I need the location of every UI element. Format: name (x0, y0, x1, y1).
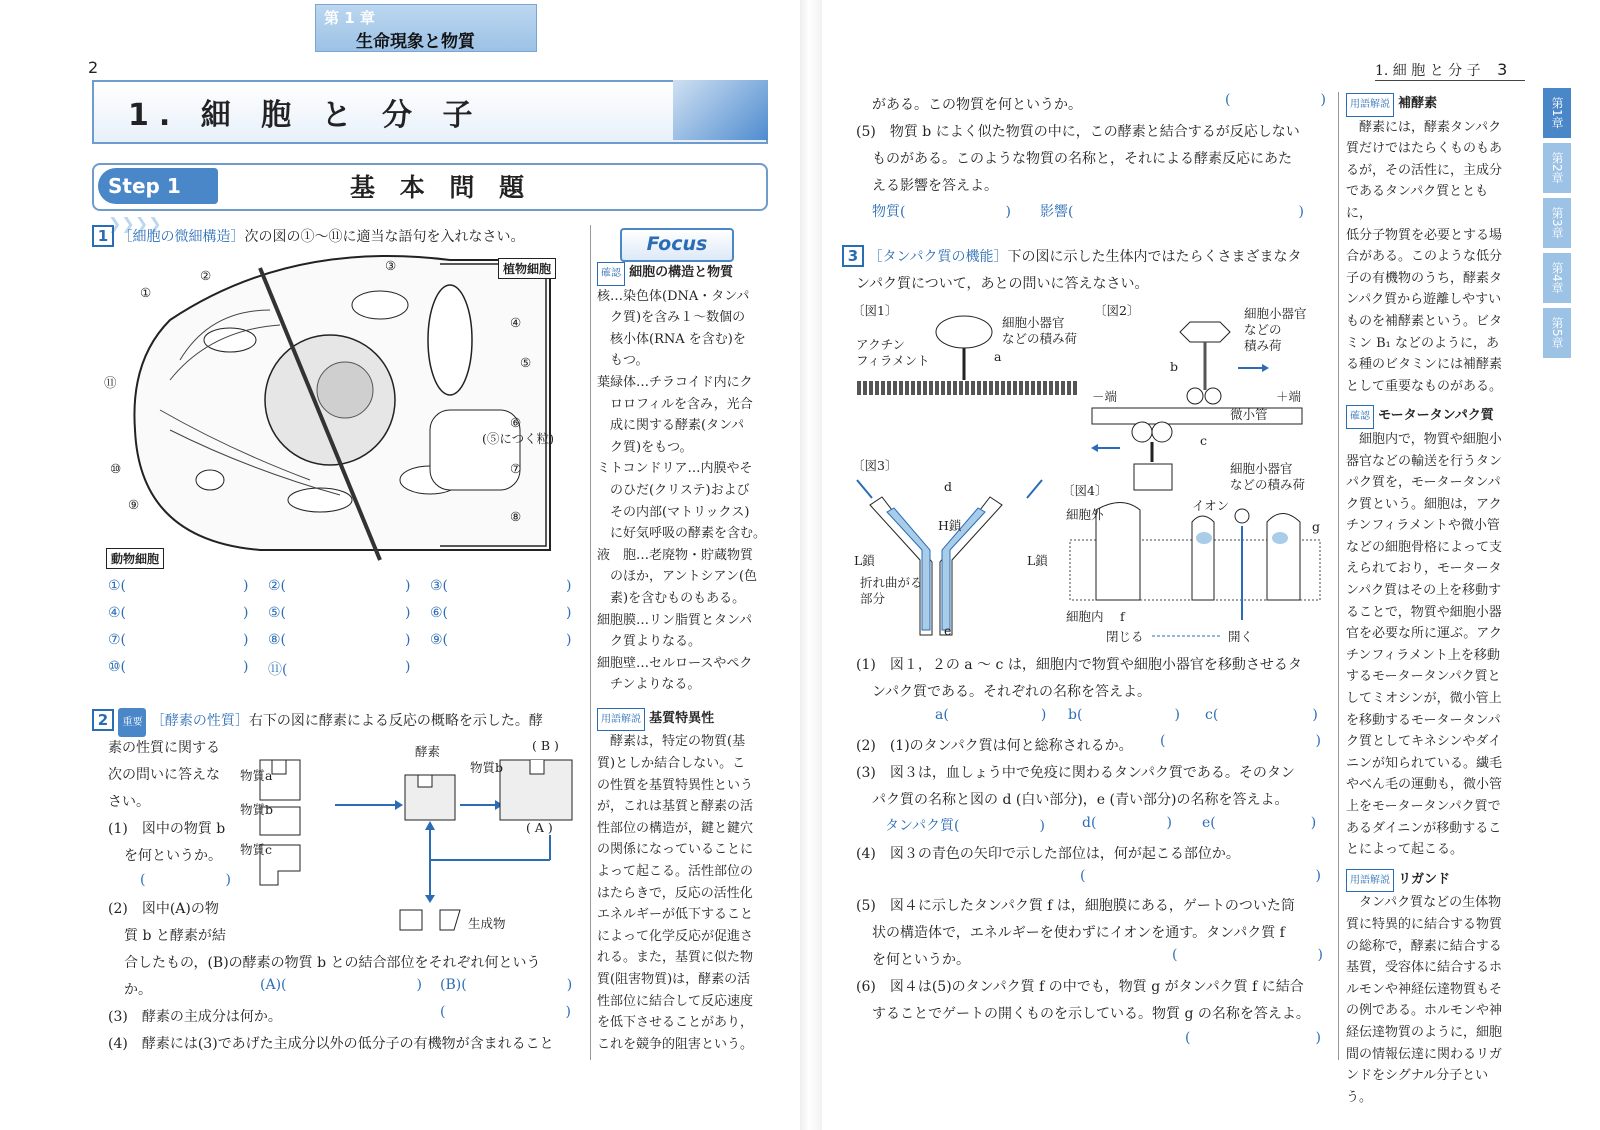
q2-5-eff-close: ) (1298, 204, 1304, 220)
enzyme-figure (240, 735, 585, 935)
chapter-tab (315, 4, 537, 52)
fig2-label: 〔図2〕 (1094, 303, 1140, 318)
answer-8-close: ) (405, 632, 411, 648)
side-text2: 細胞内で，物質や細胞小 (1346, 431, 1502, 447)
side-text2: あるダイニンが移動するこ (1346, 820, 1502, 836)
focus-item: もつ。 (597, 353, 649, 369)
q3-2-close: ) (1315, 733, 1321, 749)
side-tag3: 用語解説 (1346, 869, 1394, 893)
animal-cell-label: 動物細胞 (106, 548, 164, 569)
focus-content (597, 262, 775, 1055)
answer-2-close: ) (405, 578, 411, 594)
q3-1-b-label: b( (1068, 707, 1083, 723)
focus-item: 核小体(RNA を含む)を (597, 331, 746, 347)
side-text3: 間の情報伝達に関わるリガ (1346, 1046, 1502, 1062)
focus-item2: によって化学反応が促進さ (597, 928, 754, 944)
q2-sub2a: (2) 図中(A)の物 (108, 901, 219, 917)
q3-5a: (5) 図４に示したタンパク質 f は，細胞膜にある，ゲートのついた筒 (856, 898, 1295, 914)
q2-2-b-close: ) (566, 977, 573, 993)
q3-3-d-label: d( (1082, 815, 1097, 831)
minus-end: －端 (1092, 389, 1118, 404)
filament-label: フィラメント (856, 353, 930, 368)
side-text2: ク質という。細胞は，アク (1346, 496, 1502, 512)
h-chain-label: H鎖 (938, 518, 962, 533)
side-text1: ンパク質から遊離しやすい (1346, 292, 1502, 308)
q3-1-answer-a[interactable] (935, 707, 1046, 723)
cargo2-label-1: 細胞小器官 (1244, 306, 1307, 321)
focus-item2: エネルギーが低下すること (597, 907, 754, 923)
answer-9-close: ) (566, 632, 572, 648)
step-label: Step (108, 174, 160, 198)
letter-c: c (1200, 433, 1208, 448)
page-number-left: 2 (88, 58, 99, 77)
label-B: ( B ) (532, 738, 559, 753)
focus-item2: が，これは基質と酵素の活 (597, 799, 754, 815)
q2-lead: 右下の図に酵素による反応の概略を示した。酵 (248, 713, 543, 729)
q3-5-close: ) (1317, 947, 1323, 963)
answer-3-close: ) (566, 578, 572, 594)
q1-header (92, 224, 592, 251)
side-text2: するモータータンパク質と (1346, 669, 1501, 685)
side-text3: ルモンや神経伝達物質もそ (1346, 981, 1503, 997)
letter-a: a (994, 349, 1002, 364)
q3-1-c-close: ) (1312, 707, 1318, 723)
q3-1b: ンパク質である。それぞれの名称を答えよ。 (872, 684, 1152, 700)
letter-f: f (1120, 609, 1125, 624)
letter-g: g (1312, 519, 1321, 534)
answer-4-close: ) (243, 605, 249, 621)
step-number: 1 (166, 174, 181, 198)
q3-5-answer[interactable]: ( ) (1172, 947, 1323, 963)
q2-topic: ［酵素の性質］ (150, 713, 249, 729)
marker-6-note: (⑤につく粒) (482, 431, 555, 446)
hinge-label-1: 折れ曲がる (860, 575, 923, 590)
r-line-4: える影響を答えよ。 (872, 178, 998, 194)
side-text3: の総称で，酵素に結合する (1346, 938, 1502, 954)
q3-4-answer[interactable]: ( ) (1080, 868, 1321, 884)
step-title: 基 本 問 題 (350, 173, 533, 202)
focus-item: のほか，アントシアン(色 (597, 569, 758, 585)
chapter-number: 第 1 章 (324, 9, 375, 27)
q1-answer-grid (108, 578, 588, 698)
side-text2: とによって起こる。 (1346, 842, 1464, 858)
q2-sub1b: を何というか。 (124, 848, 222, 864)
side-text1: ものを補酵素という。ビタ (1346, 313, 1503, 329)
focus-item2: の関係になっていることに (597, 842, 754, 858)
ion-channel (1070, 503, 1320, 637)
answer-6-close: ) (566, 605, 572, 621)
q2-sub1: (1) 図中の物質 b (108, 821, 226, 837)
focus-item2: 性部位に結合して反応速度 (597, 993, 754, 1009)
side-text2: えられており，モータータ (1346, 561, 1502, 577)
q2-sub3: (3) 酵素の主成分は何か。 (108, 1009, 282, 1025)
q2-line-2: 次の問いに答えな (108, 767, 220, 783)
q3-3b: パク質の名称と図の d (白い部分)，e (青い部分)の名称を答えよ。 (872, 792, 1289, 808)
r-line-3: ものがある。このような物質の名称と，それによる酵素反応にあた (872, 151, 1292, 167)
side-text2: ク質としてキネシンやダイ (1346, 734, 1502, 750)
focus-item: ク質よりなる。 (597, 634, 702, 650)
q1-number: 1 (92, 225, 114, 247)
side-text3: 質に特異的に結合する物質 (1346, 916, 1503, 932)
chapter-tab-4[interactable]: 第4章 (1543, 253, 1571, 303)
focus-item2: れる。また，基質に似た物 (597, 950, 754, 966)
q3-1-a-close: ) (1040, 707, 1047, 723)
cargo2-label-2: などの (1244, 322, 1282, 337)
focus-item2: を低下させることがあり， (597, 1015, 754, 1031)
page-gutter (800, 0, 822, 1130)
q3-6a: (6) 図４は(5)のタンパク質 f の中でも，物質 g がタンパク質 f に結合 (856, 979, 1304, 995)
answer-3[interactable]: ③( (430, 578, 449, 594)
focus-item2: 質)としか結合しない。こ (597, 756, 746, 772)
marker-2: ② (200, 268, 212, 283)
side-text1: るが，その活性に，主成分 (1346, 162, 1503, 178)
side-text2: 上をモータータンパク質で (1346, 799, 1501, 814)
marker-3: ③ (385, 258, 397, 273)
answer-10[interactable]: ⑩( (108, 659, 127, 675)
q3-3-answer-d[interactable] (1082, 815, 1172, 831)
focus-item: 細胞膜…リン脂質とタンパ (597, 612, 753, 628)
side-text1: として重要なものがある。 (1346, 378, 1503, 394)
q2-1-close: ) (225, 872, 231, 888)
side-notes (1346, 93, 1506, 1108)
chevrons-icon: ❯❯❯❯ (108, 214, 162, 233)
focus-title: Focus (620, 228, 734, 262)
title-bar-decoration (673, 80, 768, 140)
side-tag1: 用語解説 (1346, 93, 1394, 117)
marker-8: ⑧ (510, 509, 522, 524)
marker-11: ⑪ (104, 375, 117, 390)
answer-1[interactable]: ①( (108, 578, 127, 594)
side-text3: の例である。ホルモンや神 (1346, 1003, 1503, 1019)
answer-6[interactable]: ⑥( (430, 605, 449, 621)
side-text2: ンパク質はその上を移動す (1346, 583, 1502, 599)
cargo-label-1: 細胞小器官 (1002, 315, 1065, 330)
focus-item2: これを競争的阻害という。 (597, 1036, 754, 1052)
l-chain-right: L鎖 (1027, 553, 1048, 568)
open-label: 開く (1228, 629, 1254, 644)
side-head1: 補酵素 (1398, 96, 1438, 111)
marker-5: ⑤ (520, 355, 532, 370)
marker-1: ① (140, 285, 152, 300)
q3-3-d-close: ) (1166, 815, 1172, 831)
q3-lead2: ンパク質について，あとの問いに答えなさい。 (856, 276, 1149, 292)
focus-tag1: 確認 (597, 262, 625, 286)
q2-5-effect-answer[interactable] (1040, 201, 1304, 221)
cell-illustration (110, 250, 570, 570)
focus-item2: はたらきで，反応の活性化 (597, 885, 753, 901)
column-divider-right (1338, 92, 1339, 1060)
q3-lead: 下の図に示した生体内ではたらくさまざまなタ (1007, 249, 1302, 265)
plant-cell-label: 植物細胞 (498, 258, 556, 279)
q2-header (92, 708, 592, 737)
q3-5c: を何というか。 (872, 952, 970, 968)
side-text2: 官を必要な所に運ぶ。アク (1346, 626, 1502, 642)
substrate-a-label: 物質a (240, 768, 273, 783)
q2-5-substance-answer[interactable] (872, 201, 1011, 221)
answer-8[interactable]: ⑧( (268, 632, 287, 648)
enzyme-label: 酵素 (415, 744, 441, 759)
focus-item2: よって起こる。活性部位の (597, 864, 754, 880)
answer-11[interactable]: ⑪( (268, 662, 288, 678)
q3-3-e-label: e( (1202, 815, 1216, 831)
side-text2: チンフィラメント上を移動 (1346, 647, 1500, 663)
marker-10: ⑩ (110, 461, 122, 476)
focus-item: のひだ(クリステ)および (597, 482, 750, 498)
marker-4: ④ (510, 315, 522, 330)
actin-label: アクチン (856, 337, 906, 352)
side-tag2: 確認 (1346, 405, 1374, 429)
step-badge (98, 168, 218, 233)
side-head3: リガンド (1398, 871, 1451, 887)
q2-5-sub-label: 物質( (872, 204, 906, 220)
q2-line-3: さい。 (108, 794, 150, 810)
cargo-label-2: などの積み荷 (1002, 331, 1078, 346)
q1-topic: ［細胞の微細構造］ (118, 229, 245, 245)
marker-9: ⑨ (128, 497, 140, 512)
side-text1: であるタンパク質とともに， (1346, 184, 1489, 221)
protein-figure (852, 300, 1330, 650)
q3-header (842, 244, 1342, 271)
letter-d: d (944, 479, 953, 494)
focus-item: ク質)をもつ。 (597, 439, 693, 455)
q3-6-answer[interactable]: ( ) (1185, 1030, 1321, 1046)
side-text3: ンドをシグナル分子という。 (1346, 1068, 1489, 1105)
q3-2: (2) (1)のタンパク質は何と総称されるか。 (856, 738, 1133, 754)
q2-4-answer[interactable]: ( ) (1225, 92, 1326, 108)
answer-11-close: ) (405, 659, 411, 675)
answer-10-close: ) (243, 659, 249, 675)
focus-head2: 基質特異性 (649, 710, 715, 726)
q3-3-answer-protein[interactable] (885, 815, 1045, 835)
q3-1-answer-b[interactable] (1068, 707, 1180, 723)
side-text2: チンフィラメントや微小管 (1346, 518, 1500, 534)
q3-6b: することでゲートの開くものを示している。物質 g の名称を答えよ。 (872, 1006, 1310, 1022)
fig4-label: 〔図4〕 (1062, 483, 1108, 498)
side-text1: 酵素には，酵素タンパク (1346, 119, 1502, 135)
q3-1-answer-c[interactable] (1205, 707, 1318, 723)
q3-5b: 状の構造体で，エネルギーを使わずにイオンを通す。タンパク質 f (872, 925, 1285, 941)
q3-number: 3 (842, 245, 864, 267)
focus-item: ク質)を含み１～数個の (597, 310, 746, 326)
focus-item: 細胞壁…セルロースやペク (597, 655, 753, 671)
q3-3a: (3) 図３は，血しょう中で免疫に関わるタンパク質である。そのタン (856, 765, 1295, 781)
q2-5-sub-close: ) (1005, 204, 1011, 220)
substrate-b-bound-label: 物質b (470, 760, 504, 775)
substrate-b-label: 物質b (240, 802, 274, 817)
side-text2: などの細胞骨格によって支 (1346, 539, 1503, 555)
q2-5-eff-label: 影響( (1040, 204, 1074, 220)
running-header-title: 1. 細 胞 と 分 子 (1375, 63, 1481, 79)
section-title-bar (92, 80, 768, 144)
q2-2-a-label: (A)( (260, 977, 287, 993)
side-head2: モータータンパク質 (1378, 408, 1494, 424)
chapter-title: 生命現象と物質 (356, 32, 475, 52)
q2-4-close: ) (1320, 92, 1326, 108)
marker-6: ⑥ (510, 415, 522, 430)
letter-b: b (1170, 359, 1179, 374)
q3-3-e-close: ) (1310, 815, 1317, 831)
side-text2: してミオシンが，微小管上 (1346, 691, 1502, 707)
focus-item: チンよりなる。 (597, 677, 701, 693)
section-title: 1. 細 胞 と 分 子 (128, 98, 483, 133)
r-line-2: (5) 物質 b によく似た物質の中に，この酵素と結合するが反応しない (856, 124, 1300, 140)
focus-item: 素)を含むものもある。 (597, 590, 746, 606)
focus-item2: 酵素は，特定の物質(基 (597, 734, 746, 750)
marker-7: ⑦ (510, 461, 522, 476)
inside-label: 細胞内 (1066, 609, 1104, 624)
answer-9[interactable]: ⑨( (430, 632, 449, 648)
side-text3: 基質，受容体に結合するホ (1346, 960, 1503, 976)
focus-item: 核…染色体(DNA・タンパ (597, 288, 750, 304)
q2-2-answer-b[interactable] (440, 977, 572, 993)
side-text1: 低分子物質を必要とする場 (1346, 227, 1503, 243)
q3-2-answer[interactable]: ( ) (1160, 733, 1321, 749)
side-text2: を移動するモータータンパ (1346, 712, 1501, 728)
side-text1: ミン B₁ などのように，あ (1346, 335, 1500, 351)
focus-item: 葉緑体…チラコイド内にク (597, 374, 753, 390)
side-text2: 器官などの輸送を行うタン (1346, 453, 1503, 469)
q3-1-b-close: ) (1174, 707, 1180, 723)
q3-1-a-label: a( (935, 707, 949, 723)
answer-4[interactable]: ④( (108, 605, 127, 621)
column-divider-left (590, 225, 591, 1060)
product-label: 生成物 (468, 916, 506, 931)
r-line-1: がある。この物質を何というか。 (872, 97, 1082, 113)
l-chain-left: L鎖 (854, 553, 875, 568)
antibody (870, 497, 1002, 635)
q3-3-answer-e[interactable] (1202, 815, 1316, 831)
answer-2[interactable]: ②( (268, 578, 287, 594)
focus-item: その内部(マトリックス) (597, 504, 750, 520)
fig3-label: 〔図3〕 (852, 458, 898, 473)
q3-1a: (1) 図１，２の a ～ c は，細胞内で物質や細胞小器官を移動させるタ (856, 657, 1302, 673)
q1-text: 次の図の①～⑪に適当な語句を入れなさい。 (244, 229, 525, 245)
side-text3: タンパク質などの生体物 (1346, 895, 1502, 911)
microtubule-label: 微小管 (1230, 407, 1268, 422)
answer-5-close: ) (405, 605, 411, 621)
side-text2: やべん毛の運動も，微小管 (1346, 777, 1503, 793)
answer-1-close: ) (243, 578, 249, 594)
chapter-tab-2[interactable]: 第2章 (1543, 143, 1571, 193)
q3-4: (4) 図３の青色の矢印で示した部位は，何が起こる部位か。 (856, 846, 1240, 862)
answer-7-close: ) (243, 632, 249, 648)
cargo3-label-1: 細胞小器官 (1230, 461, 1293, 476)
q3-1-c-label: c( (1205, 707, 1219, 723)
q3-3-protein-close: ) (1039, 818, 1045, 834)
q2-sub2c: 合したもの，(B)の酵素の物質 b との結合部位をそれぞれ何という (124, 955, 541, 971)
q2-number: 2 (92, 709, 114, 731)
running-header (1375, 60, 1525, 81)
outside-label: 細胞外 (1066, 507, 1104, 522)
side-text1: る種のビタミンには補酵素 (1346, 357, 1503, 373)
q2-sub2b: 質 b と酵素が結 (124, 928, 226, 944)
chapter-tab-3[interactable]: 第3章 (1543, 198, 1571, 248)
side-text1: 質だけではたらくものもあ (1346, 141, 1503, 157)
fig1-label: 〔図1〕 (852, 303, 898, 318)
side-text2: パク質を，モータータンパ (1346, 475, 1501, 491)
side-text2: ることで，物質や細胞小器 (1346, 604, 1502, 620)
label-A: ( A ) (526, 820, 553, 835)
q2-2-a-close: ) (416, 977, 422, 993)
page-number-right: 3 (1497, 60, 1508, 79)
focus-item: に好気呼吸の酵素を含む。 (597, 526, 767, 542)
focus-item: ミトコンドリア…内膜やそ (597, 461, 753, 477)
q2-2-b-label: (B)( (440, 977, 467, 993)
q2-sub4: (4) 酵素には(3)であげた主成分以外の低分子の有機物が含まれること (108, 1036, 554, 1052)
cargo3-label-2: などの積み荷 (1230, 477, 1306, 492)
answer-7[interactable]: ⑦( (108, 632, 127, 648)
q3-6-close: ) (1315, 1030, 1321, 1046)
answer-5[interactable]: ⑤( (268, 605, 287, 621)
q2-2-answer-a[interactable] (260, 977, 422, 993)
substrate-c-label: 物質c (240, 842, 273, 857)
side-text1: 子の有機物のうち，酵素タ (1346, 270, 1503, 286)
q2-sub2d: か。 (124, 982, 152, 998)
q2-badge: 重要 (118, 708, 146, 737)
focus-head1: 細胞の構造と物質 (629, 265, 734, 280)
letter-e: e (944, 623, 952, 638)
chapter-tab-1[interactable]: 第1章 (1543, 88, 1571, 138)
cargo2-label-3: 積み荷 (1244, 338, 1282, 353)
focus-item2: の性質を基質特異性という (597, 777, 754, 793)
side-text2: ニンが知られている。繊毛 (1346, 755, 1503, 771)
q3-3-protein-label: タンパク質( (885, 818, 960, 834)
cell-diagram (104, 250, 570, 570)
q2-3-close: ) (565, 1004, 571, 1020)
focus-tag2: 用語解説 (597, 708, 645, 732)
side-text3: 経伝達物質のように，細胞 (1346, 1024, 1503, 1040)
focus-item2: 質(阻害物質)は，酵素の活 (597, 972, 751, 987)
side-text1: 合がある。このような低分 (1346, 249, 1503, 265)
chapter-tab-5[interactable]: 第5章 (1543, 308, 1571, 358)
closed-label: 閉じる (1106, 629, 1144, 644)
focus-item2: 性部位の構造が，鍵と鍵穴 (597, 820, 754, 836)
plus-end: ＋端 (1276, 389, 1302, 404)
focus-item: 液 胞…老廃物・貯蔵物質 (597, 547, 754, 563)
ion-label: イオン (1192, 498, 1230, 513)
focus-item: ロロフィルを含み，光合 (597, 396, 753, 412)
hinge-label-2: 部分 (860, 591, 886, 606)
q2-3-answer[interactable]: ( ) (440, 1004, 571, 1020)
q3-4-close: ) (1315, 868, 1321, 884)
q2-line-1: 素の性質に関する (108, 740, 220, 756)
q3-topic: ［タンパク質の機能］ (868, 249, 1008, 265)
focus-item: 成に関する酵素(タンパ (597, 418, 745, 434)
q2-1-answer[interactable]: ( ) (140, 872, 231, 888)
